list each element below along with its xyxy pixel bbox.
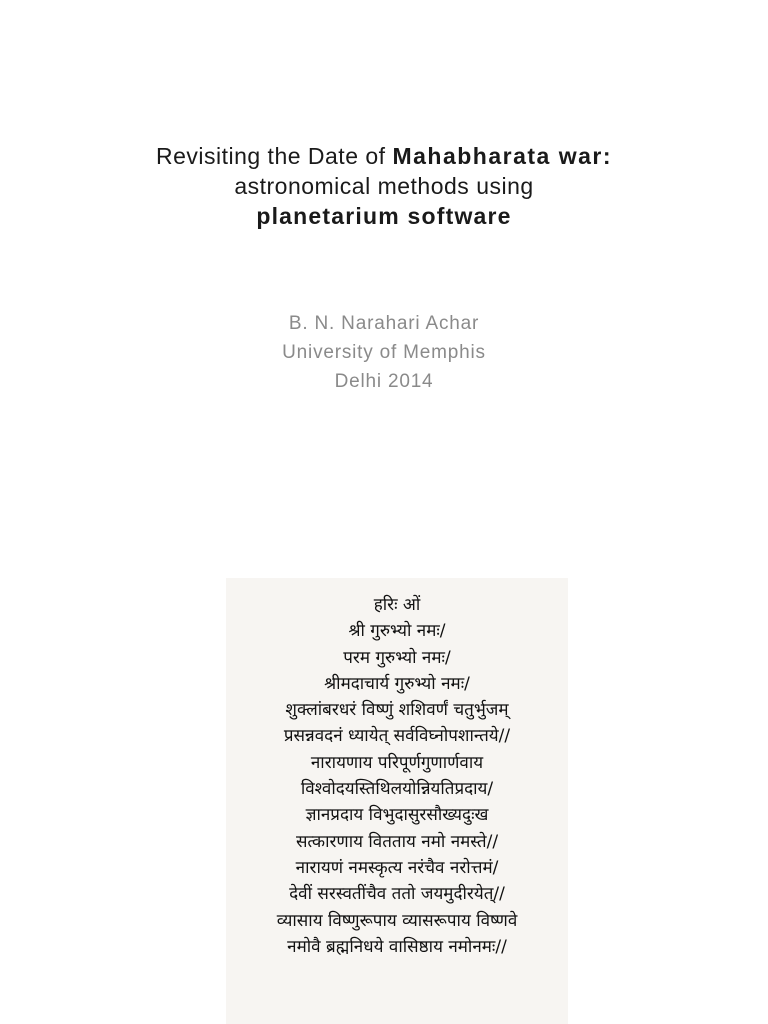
invocation-line: सत्कारणाय वितताय नमो नमस्ते// <box>295 831 499 852</box>
invocation-line: नारायणं नमस्कृत्य नरंचैव नरोत्तमं/ <box>295 857 499 878</box>
invocation-line: हरिः ओं <box>373 595 421 615</box>
invocation-line: नारायणाय परिपूर्णगुणार्णवाय <box>310 752 484 773</box>
title-block <box>0 141 768 231</box>
title-line-3: planetarium software <box>256 203 512 229</box>
invocation-line: शुक्लांबरधरं विष्णुं शशिवर्णं चतुर्भुजम् <box>285 700 509 721</box>
title-line-2: astronomical methods using <box>234 173 534 199</box>
invocation-verses <box>226 592 568 960</box>
invocation-line: परम गुरुभ्यो नमः/ <box>343 647 451 668</box>
invocation-line: प्रसन्नवदनं ध्यायेत् सर्वविघ्नोपशान्तये// <box>283 726 511 747</box>
invocation-line: श्री गुरुभ्यो नमः/ <box>348 621 446 642</box>
author-affiliation: University of Memphis <box>282 342 486 363</box>
invocation-line: व्यासाय विष्णुरूपाय व्यासरूपाय विष्णवे <box>276 910 518 931</box>
author-name: B. N. Narahari Achar <box>288 313 480 334</box>
title-prefix: Revisiting the Date of <box>155 143 393 169</box>
invocation-line: ज्ञानप्रदाय विभुदासुरसौख्यदुःख <box>305 805 489 826</box>
invocation-line: विश्वोदयस्तिथिलयोन्नियतिप्रदाय/ <box>300 779 494 800</box>
sanskrit-invocation-scan <box>226 578 568 1024</box>
invocation-line: नमोवै ब्रह्मनिधये वासिष्ठाय नमोनमः// <box>287 936 507 957</box>
invocation-line: देवीं सरस्वतींचैव ततो जयमुदीरयेत्// <box>289 884 505 905</box>
author-block <box>0 309 768 396</box>
title-line-1 <box>0 141 768 171</box>
place-date: Delhi 2014 <box>334 371 434 392</box>
invocation-line: श्रीमदाचार्य गुरुभ्यो नमः/ <box>324 673 470 694</box>
title-emphasis: Mahabharata war: <box>392 143 613 169</box>
